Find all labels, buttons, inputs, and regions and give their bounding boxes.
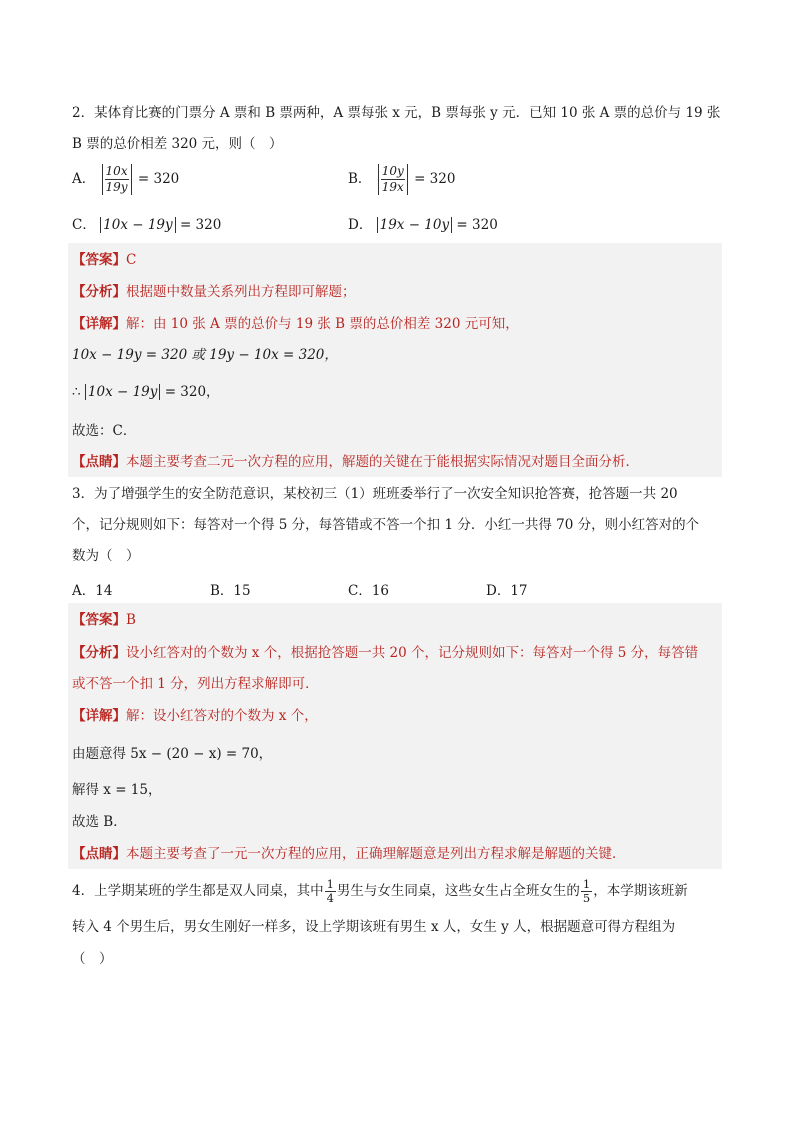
detail-tag: 【详解】	[72, 316, 126, 332]
q3-equation-2: 解得 x = 15，	[72, 782, 162, 798]
q3-option-b: B．15	[210, 583, 251, 599]
q2-comment	[72, 452, 639, 472]
q2-choice: 故选：C．	[72, 423, 137, 439]
q3-comment	[72, 844, 626, 864]
answer-tag: 【答案】	[72, 612, 126, 628]
q2-detail	[72, 314, 519, 334]
comment-text: 本题主要考查了一元一次方程的应用，正确理解题意是列出方程求解是解题的关键．	[126, 846, 626, 862]
answer-tag: 【答案】	[72, 252, 126, 268]
q3-stem-line2: 个，记分规则如下：每答对一个得 5 分，每答错或不答一个扣 1 分．小红一共得 70 分，则小红答对的个	[72, 517, 700, 533]
option-label: B．	[348, 171, 372, 187]
q3-choice: 故选 B．	[72, 814, 127, 830]
comment-text: 本题主要考查二元一次方程的应用，解题的关键在于能根据实际情况对题目全面分析．	[126, 454, 639, 470]
fraction-numerator: 10x	[105, 164, 128, 178]
fraction-denominator: 5	[582, 891, 591, 905]
q3-option-c: C．16	[348, 583, 390, 599]
fraction-one-quarter	[325, 878, 336, 905]
q3-answer	[72, 610, 136, 630]
comment-tag: 【点睛】	[72, 846, 126, 862]
analysis-tag: 【分析】	[72, 645, 126, 661]
q4-stem-line2: 转入 4 个男生后，男女生刚好一样多，设上学期该班有男生 x 人，女生 y 人，根据题意可得方程组为	[72, 919, 676, 935]
q3-equation-1: 由题意得 5x − (20 − x) = 70，	[72, 746, 273, 762]
q2-analysis	[72, 282, 356, 302]
q2-equation-1: 10x − 19y = 320 或 19y − 10x = 320，	[72, 347, 338, 363]
option-label: A．	[72, 171, 96, 187]
abs-expression: 10x − 19y	[100, 217, 176, 233]
equation-rhs: = 320	[414, 171, 456, 187]
q3-stem-line1: 3．为了增强学生的安全防范意识，某校初三（1）班班委举行了一次安全知识抢答赛，抢答题一共 20	[72, 486, 678, 502]
q4-stem-line3: （ ）	[72, 951, 113, 967]
option-label: D．	[348, 217, 373, 233]
equation-rhs: = 320	[456, 217, 498, 233]
q3-option-d: D．17	[486, 583, 528, 599]
therefore-symbol: ∴	[72, 384, 81, 400]
abs-expression: 10x − 19y	[85, 384, 161, 400]
q2-option-c	[72, 213, 221, 233]
equation-rhs: = 320	[137, 171, 180, 187]
equation-rhs: = 320	[179, 217, 222, 233]
detail-tag: 【详解】	[72, 708, 126, 724]
comment-tag: 【点睛】	[72, 454, 126, 470]
fraction-numerator: 10y	[381, 164, 404, 178]
q2-answer	[72, 250, 136, 270]
fraction-denominator: 19y	[105, 180, 128, 194]
q2-option-a	[72, 164, 179, 195]
answer-value: C	[126, 252, 137, 268]
q3-option-a: A．14	[72, 583, 113, 599]
q2-stem-line1: 2．某体育比赛的门票分 A 票和 B 票两种，A 票每张 x 元，B 票每张 y 元．已知 10 张 A 票的总价与 19 张	[72, 105, 721, 121]
abs-fraction	[102, 164, 132, 195]
detail-text: 解：由 10 张 A 票的总价与 19 张 B 票的总价相差 320 元可知，	[126, 316, 519, 332]
fraction-numerator: 1	[326, 877, 334, 891]
answer-value: B	[126, 612, 136, 628]
fraction-denominator: 19x	[381, 180, 404, 194]
detail-text: 解：设小红答对的个数为 x 个，	[126, 708, 318, 724]
q2-option-b	[348, 164, 455, 195]
equation-rhs: = 320，	[164, 384, 220, 400]
q4-text-b: 男生与女生同桌，这些女生占全班女生的	[336, 883, 580, 899]
abs-fraction	[378, 164, 408, 195]
q4-text-c: ，本学期该班新	[593, 883, 688, 899]
q3-stem-line3: 数为（ ）	[72, 548, 140, 564]
fraction-denominator: 4	[326, 891, 334, 905]
fraction-numerator: 1	[582, 877, 591, 891]
analysis-text: 根据题中数量关系列出方程即可解题；	[126, 284, 356, 300]
q2-option-d	[348, 213, 498, 233]
option-label: C．	[72, 217, 96, 233]
abs-expression: 19x − 10y	[377, 217, 453, 233]
q4-text-a: 4．上学期某班的学生都是双人同桌，其中	[72, 883, 324, 899]
q2-stem-line2: B 票的总价相差 320 元，则（ ）	[72, 136, 283, 152]
q3-analysis-line2: 或不答一个扣 1 分，列出方程求解即可．	[72, 676, 319, 692]
q4-stem-line1	[72, 878, 688, 905]
fraction-one-fifth	[581, 878, 592, 905]
analysis-text: 设小红答对的个数为 x 个，根据抢答题一共 20 个，记分规则如下：每答对一个得 5 分，每答错	[126, 645, 699, 661]
analysis-tag: 【分析】	[72, 284, 126, 300]
q2-equation-2	[72, 382, 220, 402]
q3-detail	[72, 706, 318, 726]
q3-analysis-line1	[72, 643, 698, 663]
